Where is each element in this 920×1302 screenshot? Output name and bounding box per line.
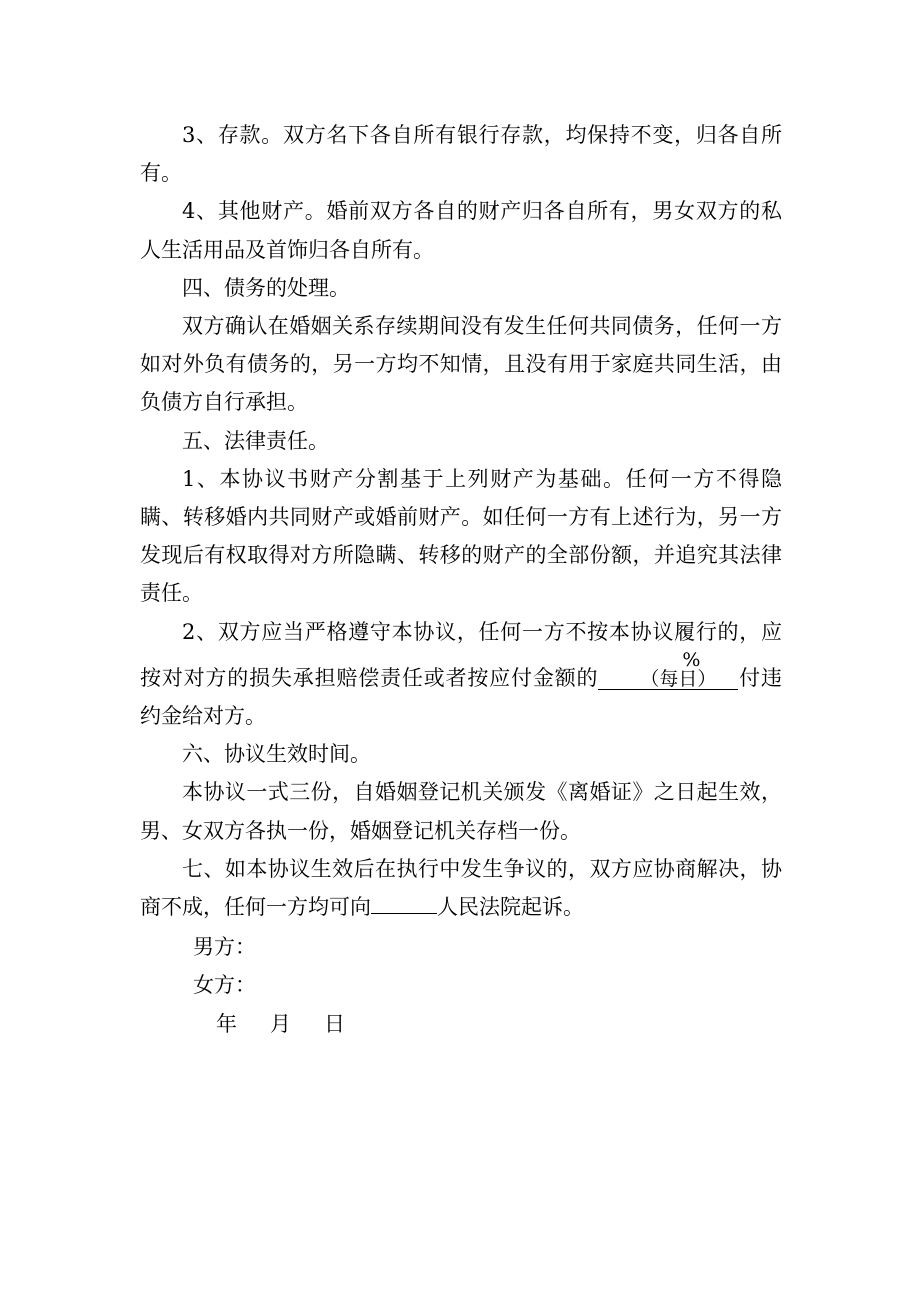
signing-date [216, 1005, 378, 1043]
date-day-label: 日 [324, 1012, 345, 1036]
court-name-blank [371, 895, 437, 914]
clause-liability-2-text-b: 付违约金给对方。 [140, 665, 783, 729]
clause-deposits: 3、存款。双方名下各自所有银行存款，均保持不变，归各自所有。 [140, 123, 782, 186]
date-month-label: 月 [270, 1012, 291, 1036]
section-effective-heading: 六、协议生效时间。 [182, 742, 371, 767]
section-liability-heading: 五、法律责任。 [182, 428, 329, 453]
section-debts-heading: 四、债务的处理。 [182, 275, 350, 300]
penalty-rate-blank: %（每日） [598, 651, 738, 690]
clause-debts: 双方确认在婚姻关系存续期间没有发生任何共同债务，任何一方如对外负有债务的，另一方均不知情，且没有用于家庭共同生活，由负债方自行承担。 [140, 314, 782, 415]
clause-dispute-text-a: 七、如本协议生效后在执行中发生争议的，双方应协商解决，协商不成，任何一方均可向 [140, 856, 782, 920]
male-party-signature-label: 男方： [193, 935, 256, 959]
clause-liability-2 [140, 613, 782, 736]
female-party-signature-label: 女方： [193, 973, 256, 997]
clause-other-property: 4、其他财产。婚前双方各自的财产归各自所有，男女双方的私人生活用品及首饰归各自所有。 [140, 199, 782, 262]
clause-dispute [140, 850, 782, 926]
date-year-label: 年 [216, 1012, 237, 1036]
agreement-body [140, 116, 782, 926]
clause-liability-2-text-a: 2、双方应当严格遵守本协议，任何一方不按本协议履行的，应按对对方的损失承担赔偿责任或者按应付金额的 [140, 619, 782, 690]
clause-liability-1: 1、本协议书财产分割基于上列财产为基础。任何一方不得隐瞒、转移婚内共同财产或婚前财产。如任何一方有上述行为，另一方发现后有权取得对方所隐瞒、转移的财产的全部份额，并追究其法律责任。 [140, 466, 782, 606]
clause-effective: 本协议一式三份，自婚姻登记机关颁发《离婚证》之日起生效，男、女双方各执一份，婚姻登记机关存档一份。 [140, 780, 782, 843]
clause-dispute-text-b: 人民法院起诉。 [437, 895, 584, 920]
